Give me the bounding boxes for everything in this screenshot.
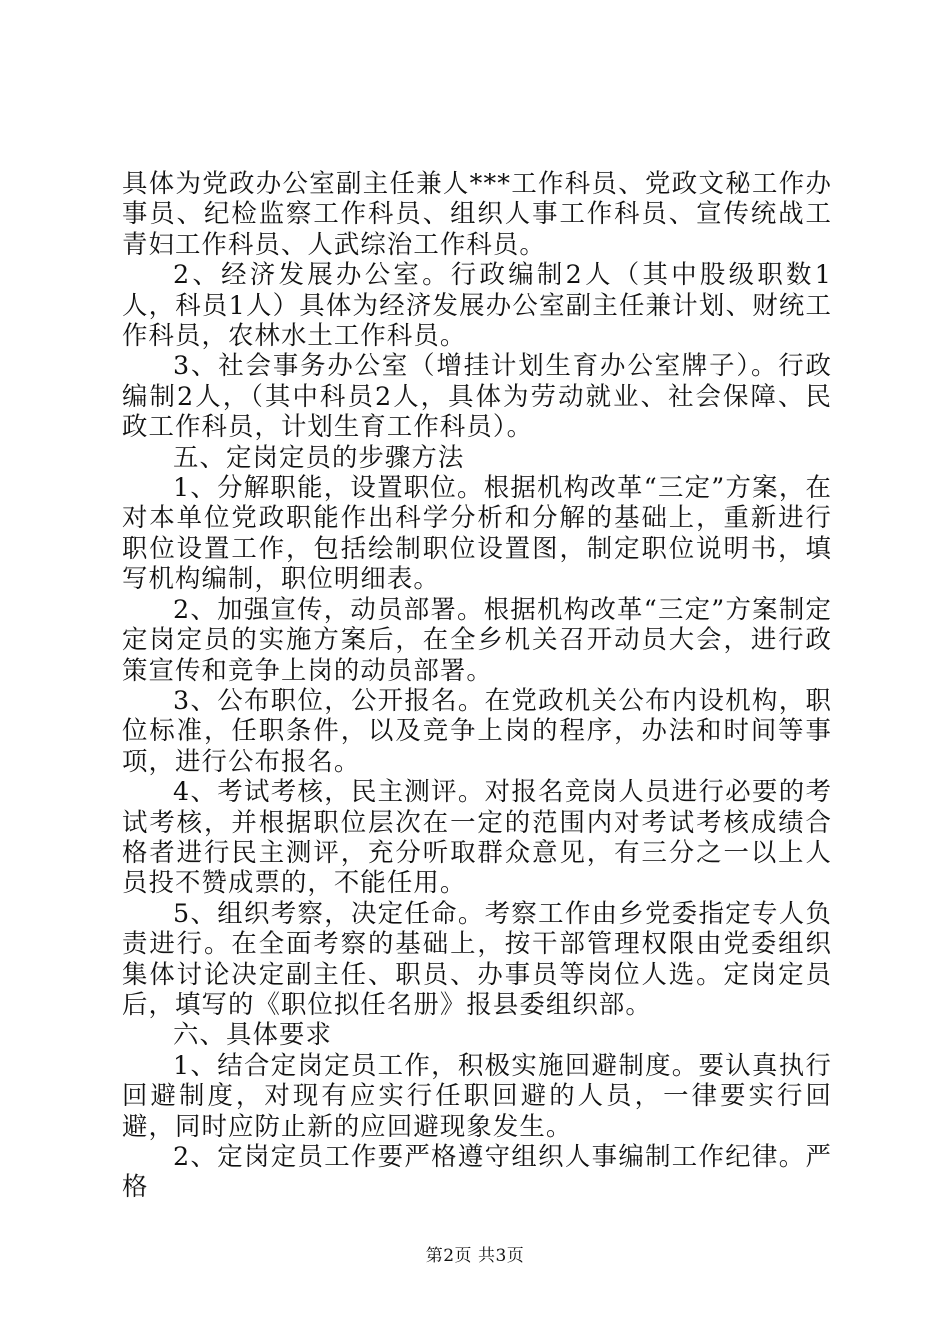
paragraph: 2、加强宣传，动员部署。根据机构改革“三定”方案制定定岗定员的实施方案后，在全乡机关召开动员大会，进行政策宣传和竞争上岗的动员部署。	[122, 593, 832, 685]
paragraph: 1、结合定岗定员工作，积极实施回避制度。要认真执行回避制度，对现有应实行任职回避的人员，一律要实行回避，同时应防止新的应回避现象发生。	[122, 1049, 832, 1141]
paragraph: 2、定岗定员工作要严格遵守组织人事编制工作纪律。严格	[122, 1141, 832, 1202]
paragraph: 4、考试考核，民主测评。对报名竞岗人员进行必要的考试考核，并根据职位层次在一定的范围内对考试考核成绩合格者进行民主测评，充分听取群众意见，有三分之一以上人员投不赞成票的，不能任用。	[122, 776, 832, 898]
paragraph: 3、公布职位，公开报名。在党政机关公布内设机构，职位标准，任职条件，以及竞争上岗的程序，办法和时间等事项，进行公布报名。	[122, 684, 832, 776]
paragraph: 2、经济发展办公室。行政编制2人（其中股级职数1人，科员1人）具体为经济发展办公室副主任兼计划、财统工作科员，农林水土工作科员。	[122, 259, 832, 351]
paragraph: 1、分解职能，设置职位。根据机构改革“三定”方案，在对本单位党政职能作出科学分析和分解的基础上，重新进行职位设置工作，包括绘制职位设置图，制定职位说明书，填写机构编制，职位明细表。	[122, 472, 832, 594]
page-number-footer: 第2页 共3页	[425, 1246, 525, 1266]
section-heading: 六、具体要求	[173, 1019, 332, 1050]
document-body	[122, 168, 832, 1202]
section-heading: 五、定岗定员的步骤方法	[173, 441, 465, 472]
paragraph: 5、组织考察，决定任命。考察工作由乡党委指定专人负责进行。在全面考察的基础上，按干部管理权限由党委组织集体讨论决定副主任、职员、办事员等岗位人选。定岗定员后，填写的《职位拟任名册》报县委组织部。	[122, 897, 832, 1019]
paragraph: 具体为党政办公室副主任兼人***工作科员、党政文秘工作办事员、纪检监察工作科员、组织人事工作科员、宣传统战工青妇工作科员、人武综治工作科员。	[122, 168, 832, 259]
paragraph: 3、社会事务办公室（增挂计划生育办公室牌子）。行政编制2人，（其中科员2人，具体为劳动就业、社会保障、民政工作科员，计划生育工作科员）。	[122, 350, 832, 442]
